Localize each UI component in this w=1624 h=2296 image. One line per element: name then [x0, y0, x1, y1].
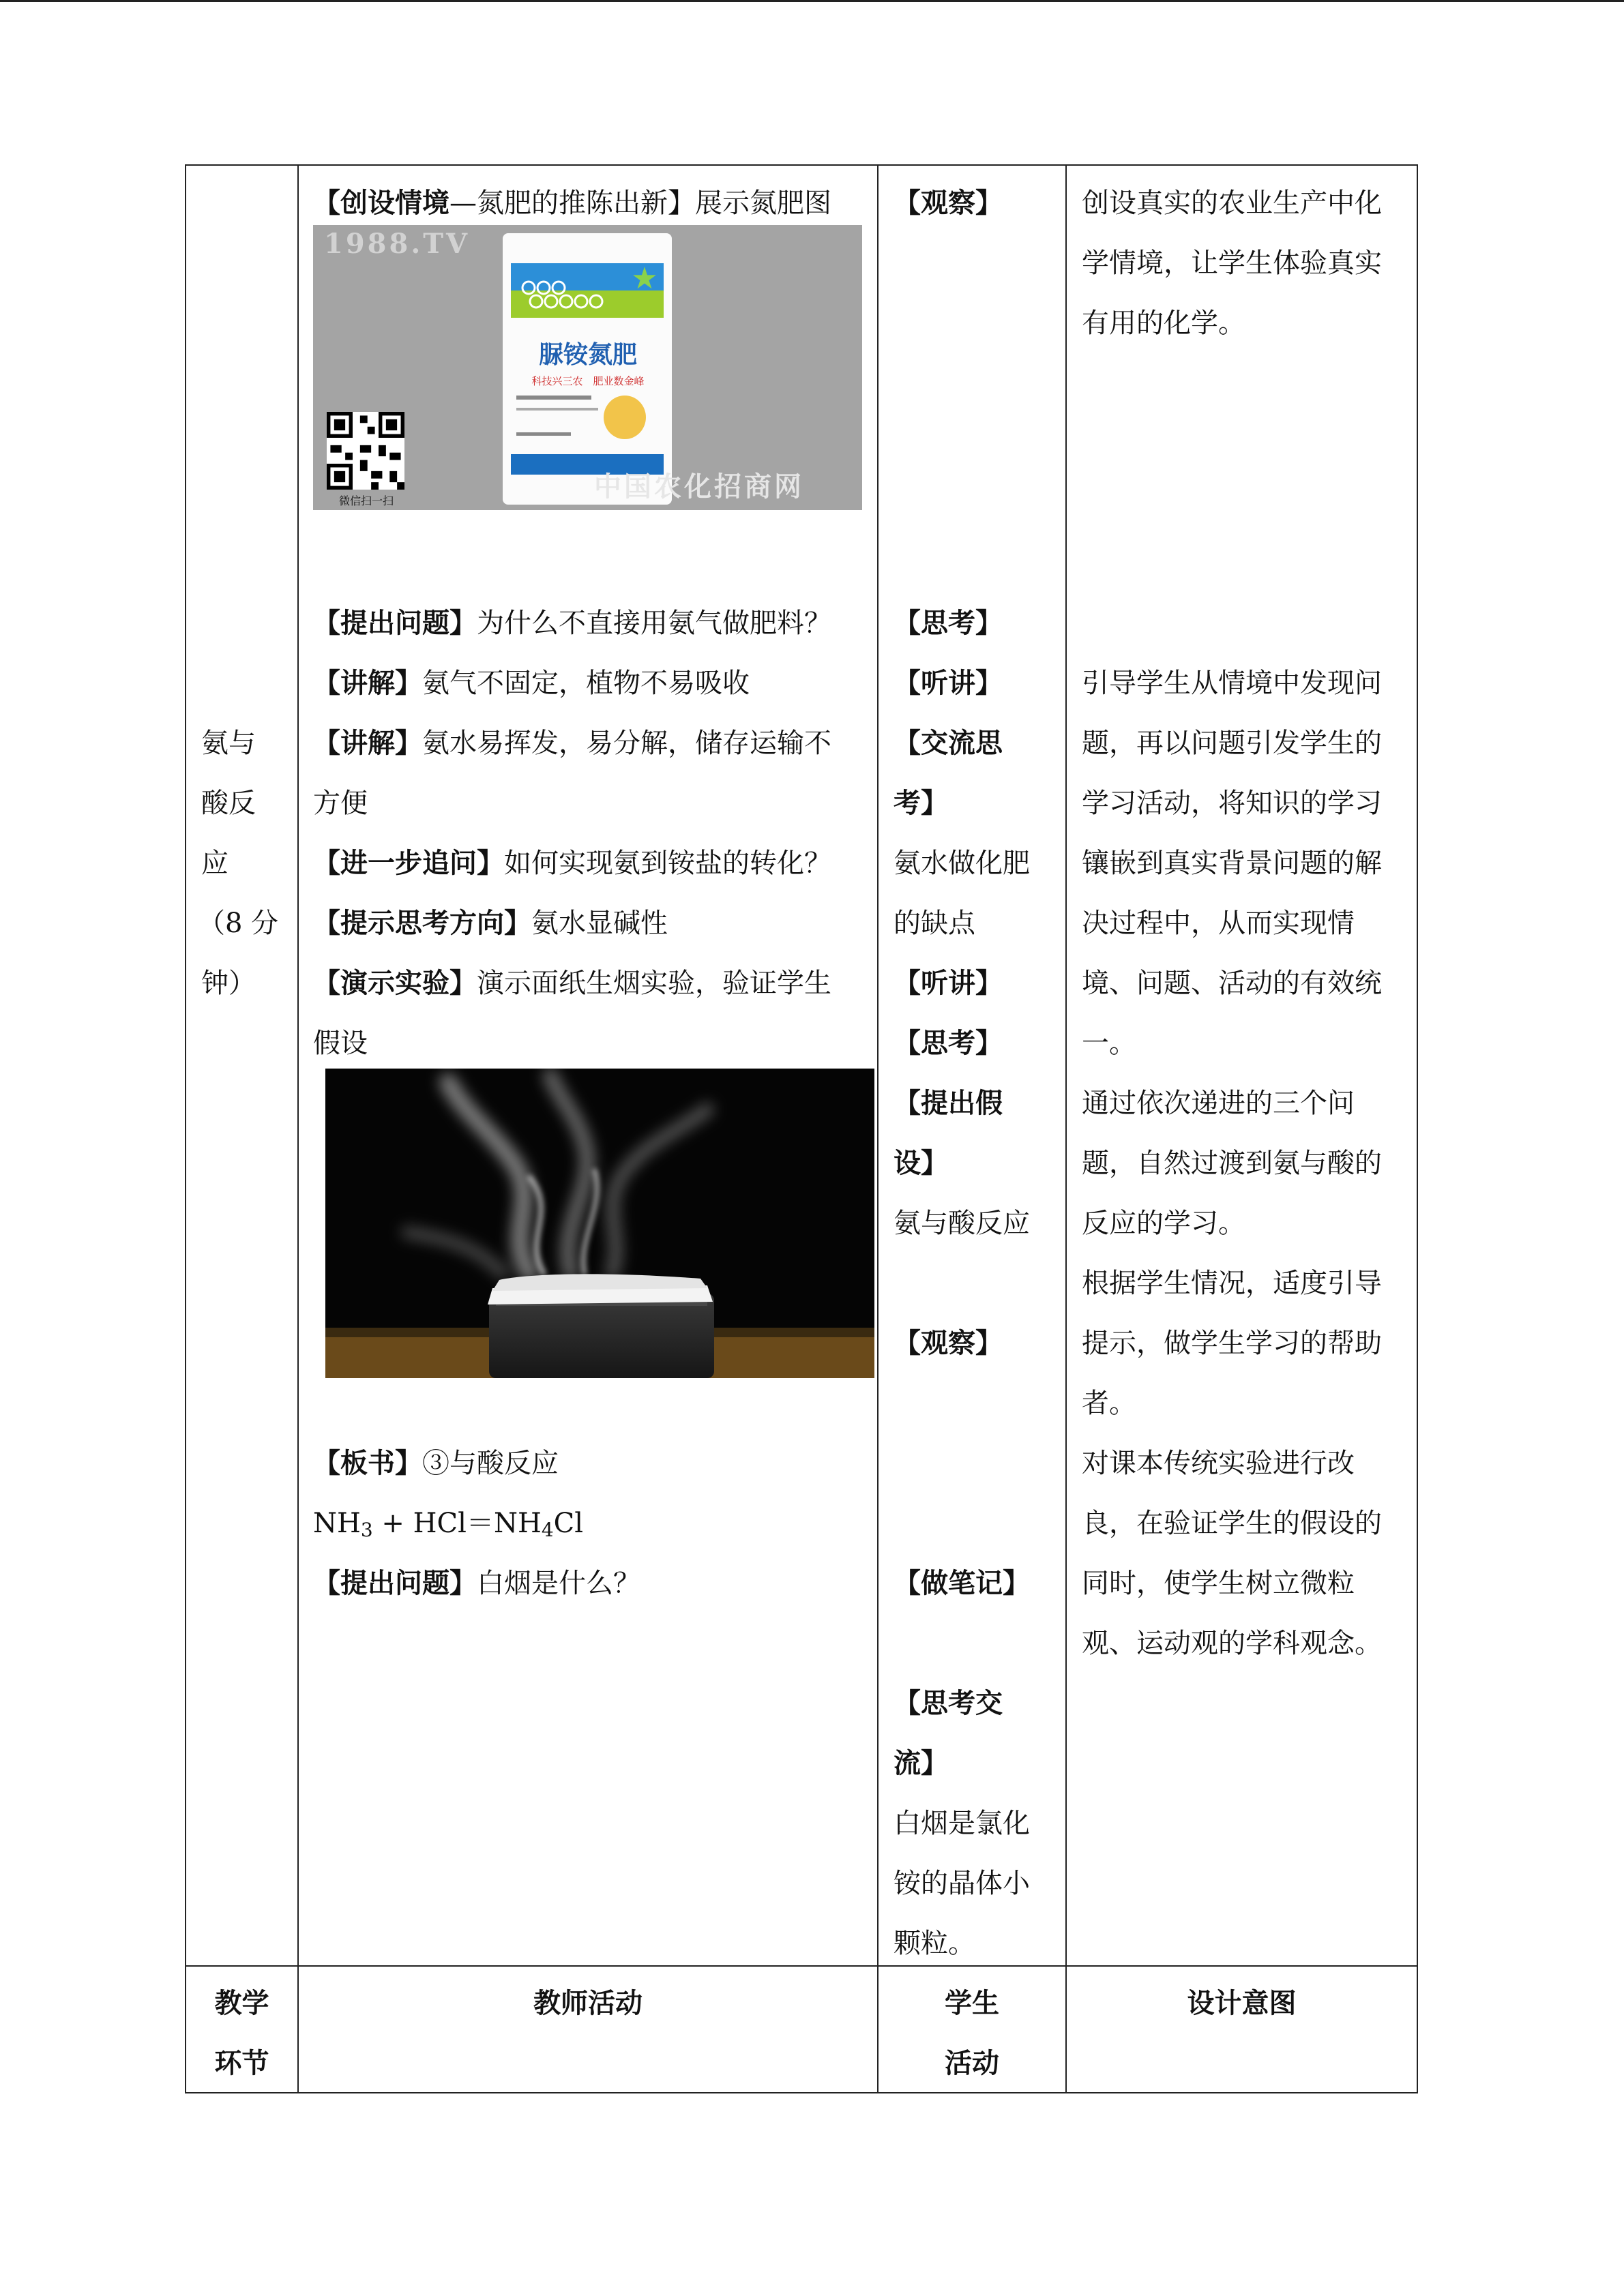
label-tag: 【进一步追问】: [313, 847, 504, 879]
intent-line: 一。: [1082, 1028, 1136, 1059]
student-note: 氨水做化肥: [894, 848, 1030, 879]
intent-line: 镶嵌到真实背景问题的解: [1082, 848, 1382, 879]
label-text: 氨水易挥发，易分解，储存运输不: [422, 728, 831, 759]
student-tag: 设】: [894, 1147, 948, 1179]
chemical-equation: $NH_3 + HCl=NH_4Cl$: [313, 1508, 584, 1541]
student-tag: 【观察】: [894, 187, 1003, 219]
header-intent: 设计意图: [1187, 1987, 1297, 2019]
bag-pattern-icon: [519, 277, 628, 318]
watermark-text: 中国农化招商网: [594, 471, 804, 503]
label-tag: 【板书】: [313, 1447, 422, 1479]
intent-line: 根据学生情况，适度引导: [1082, 1268, 1382, 1299]
intent-line: 境、问题、活动的有效统: [1082, 968, 1382, 999]
label-text: 白烟是什么？: [477, 1568, 640, 1599]
student-tag: 【提出假: [894, 1087, 1003, 1119]
intent-line: 决过程中，从而实现情: [1082, 908, 1355, 939]
intent-line: 良，在验证学生的假设的: [1082, 1508, 1382, 1539]
label-text: 演示面纸生烟实验，验证学生: [477, 968, 831, 999]
qr-code-icon: [327, 412, 404, 490]
stage-line: 氨与: [201, 728, 256, 759]
intent-line: 者。: [1082, 1388, 1136, 1419]
star-logo-icon: ★: [631, 261, 658, 296]
student-tag: 【思考交: [894, 1687, 1003, 1719]
page-top-border: [0, 0, 1624, 2]
student-tag: 【听讲】: [894, 667, 1003, 699]
label-tag: 【提出问题】: [313, 607, 477, 639]
teacher-line: [313, 1433, 559, 1493]
mascot-icon: [604, 396, 646, 439]
teacher-line: 假设: [313, 1028, 368, 1059]
intent-line: 创设真实的农业生产中化: [1082, 188, 1382, 219]
label-text: 氨水显碱性: [531, 908, 668, 939]
teacher-line: [313, 953, 831, 1013]
header-stage: 环节: [214, 2047, 269, 2079]
teacher-line: [313, 593, 831, 653]
label-text: 如何实现氨到铵盐的转化？: [504, 848, 831, 879]
intent-line: 同时，使学生树立微粒: [1082, 1568, 1355, 1599]
jar: [489, 1294, 714, 1378]
table-bottom-border: [185, 2092, 1418, 2093]
student-tag: 【交流思: [894, 727, 1003, 759]
label-tag: 【提示思考方向】: [313, 907, 531, 939]
fertilizer-bag-image: [313, 225, 862, 510]
intent-line: 有用的化学。: [1082, 308, 1245, 339]
intent-line: 观、运动观的学科观念。: [1082, 1628, 1382, 1659]
table-col-divider-2: [877, 164, 879, 2093]
intent-line: 反应的学习。: [1082, 1208, 1245, 1239]
label-tag: 【演示实验】: [313, 967, 477, 999]
table-row-divider: [185, 1965, 1418, 1967]
intent-line: 题，自然过渡到氨与酸的: [1082, 1148, 1382, 1179]
table-col-divider-1: [297, 164, 299, 2093]
stage-line: 钟）: [201, 968, 256, 999]
table-left-border: [185, 164, 186, 2093]
header-student: 学生: [945, 1987, 999, 2019]
intent-line: 提示，做学生学习的帮助: [1082, 1328, 1382, 1359]
intent-line: 引导学生从情境中发现问: [1082, 668, 1382, 699]
intent-line: 题，再以问题引发学生的: [1082, 728, 1382, 759]
table-right-border: [1417, 164, 1418, 2093]
label-tag: 【创设情境: [313, 187, 449, 219]
student-note: 氨与酸反应: [894, 1208, 1030, 1239]
fertilizer-bag: [503, 233, 672, 505]
intent-line: 学情境，让学生体验真实: [1082, 248, 1382, 279]
header-teacher: 教师活动: [533, 1987, 643, 2019]
stage-line: （8 分: [198, 908, 279, 939]
table-col-divider-3: [1065, 164, 1067, 2093]
student-tag: 【听讲】: [894, 967, 1003, 999]
teacher-line: [313, 1553, 640, 1613]
teacher-line: [313, 653, 750, 713]
student-tag: 【观察】: [894, 1327, 1003, 1359]
teacher-line: 方便: [313, 788, 368, 819]
label-text: ③与酸反应: [422, 1448, 559, 1479]
smoke-experiment-image: [325, 1069, 874, 1378]
student-note: 白烟是氯化: [894, 1808, 1030, 1839]
student-tag: 【思考】: [894, 1027, 1003, 1059]
student-tag: 流】: [894, 1747, 948, 1779]
label-tag: 【讲解】: [313, 667, 422, 699]
label-tag: 【提出问题】: [313, 1567, 477, 1599]
student-note: 的缺点: [894, 908, 975, 939]
qr-caption: 微信扫一扫: [338, 494, 394, 507]
header-stage: 教学: [214, 1987, 269, 2019]
teacher-line: [313, 833, 831, 893]
bag-slogan: 科技兴三农 肥业数金峰: [531, 375, 645, 387]
bag-brand-name: 脲铵氮肥: [538, 341, 637, 369]
teacher-line-intro: [313, 173, 831, 233]
watermark-text: 1988.TV: [324, 228, 471, 260]
label-text: —氮肥的推陈出新】展示氮肥图: [449, 188, 831, 219]
stage-line: 酸反: [201, 788, 256, 819]
intent-line: 对课本传统实验进行改: [1082, 1448, 1355, 1479]
student-tag: 考】: [894, 787, 948, 819]
intent-line: 学习活动，将知识的学习: [1082, 788, 1382, 819]
intent-line: 通过依次递进的三个问: [1082, 1088, 1355, 1119]
student-note: 铵的晶体小: [894, 1868, 1030, 1899]
student-note: 颗粒。: [894, 1928, 975, 1959]
student-tag: 【思考】: [894, 607, 1003, 639]
table-top-border: [185, 164, 1418, 166]
teacher-line: [313, 713, 831, 773]
teacher-line: [313, 893, 668, 953]
label-text: 为什么不直接用氨气做肥料？: [477, 608, 831, 639]
header-student: 活动: [945, 2047, 999, 2079]
student-tag: 【做笔记】: [894, 1567, 1030, 1599]
label-tag: 【讲解】: [313, 727, 422, 759]
label-text: 氨气不固定，植物不易吸收: [422, 668, 750, 699]
stage-line: 应: [201, 848, 228, 879]
